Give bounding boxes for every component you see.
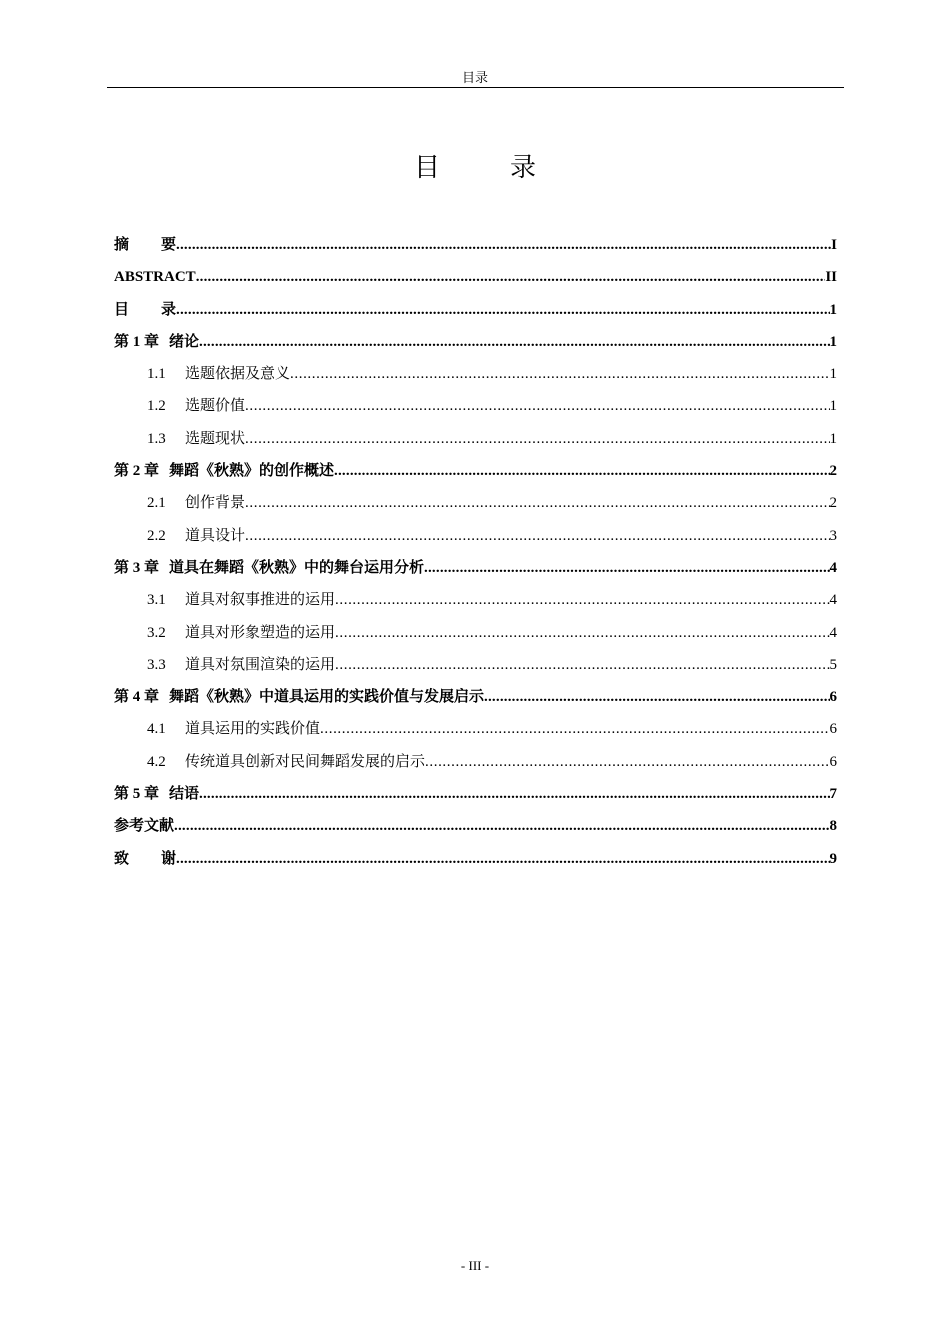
toc-entry[interactable] bbox=[114, 491, 837, 523]
page-number: - III - bbox=[460, 1258, 490, 1273]
toc-entry-number: 2.2 bbox=[147, 527, 166, 544]
toc-entry[interactable] bbox=[114, 653, 837, 685]
toc-entry-label-text: 要 bbox=[161, 237, 177, 253]
toc-entry[interactable] bbox=[114, 717, 837, 749]
toc-entry-label-text: 道具对氛围渲染的运用 bbox=[185, 656, 336, 673]
toc-entry[interactable] bbox=[114, 298, 837, 330]
toc-dot-leader bbox=[176, 298, 829, 322]
toc-entry-label-text: 传统道具创新对民间舞蹈发展的启示 bbox=[185, 753, 426, 770]
toc-entry[interactable] bbox=[114, 621, 837, 653]
toc-entry-label-text: 创作背景 bbox=[185, 495, 246, 512]
toc-entry-number: 第 1 章 bbox=[114, 333, 160, 350]
toc-entry-label bbox=[185, 588, 335, 612]
toc-entry-label-text: 摘 bbox=[114, 237, 162, 253]
toc-entry-label bbox=[185, 653, 335, 677]
toc-dot-leader bbox=[335, 588, 829, 612]
toc-entry-label-text: 谢 bbox=[161, 850, 177, 867]
toc-entry-page: 2 bbox=[829, 463, 837, 480]
toc-dot-leader bbox=[320, 717, 829, 741]
toc-entry-page: 4 bbox=[829, 592, 837, 609]
toc-entry[interactable] bbox=[114, 265, 837, 297]
toc-entry-number: 第 5 章 bbox=[114, 786, 160, 803]
toc-entry-label-text: 道具运用的实践价值 bbox=[185, 721, 321, 738]
toc-entry-page: 8 bbox=[829, 818, 837, 835]
toc-dot-leader bbox=[335, 621, 829, 645]
toc-dot-leader bbox=[425, 750, 829, 774]
toc-dot-leader bbox=[424, 556, 829, 580]
toc-entry[interactable] bbox=[114, 362, 837, 394]
toc-entry-label bbox=[114, 847, 176, 871]
toc-entry-label bbox=[185, 491, 245, 515]
toc-entry-label bbox=[185, 524, 245, 548]
toc-entry-label-text: 录 bbox=[161, 301, 177, 318]
toc-entry-page: 4 bbox=[829, 624, 837, 641]
toc-entry-label bbox=[169, 782, 199, 806]
toc-dot-leader bbox=[199, 330, 829, 354]
toc-dot-leader bbox=[245, 491, 829, 515]
toc-entry-page: 1 bbox=[829, 333, 837, 350]
toc-entry-label bbox=[185, 750, 425, 774]
header-rule bbox=[107, 87, 844, 88]
toc-dot-leader bbox=[176, 847, 829, 871]
toc-entry[interactable] bbox=[114, 233, 837, 265]
toc-entry-label-text: 道具在舞蹈《秋熟》中的舞台运用分析 bbox=[169, 559, 425, 576]
toc-entry-page: 6 bbox=[829, 753, 837, 770]
toc-entry[interactable] bbox=[114, 782, 837, 814]
toc-entry[interactable] bbox=[114, 588, 837, 620]
toc-entry-page: 3 bbox=[829, 527, 837, 544]
toc-entry-page: 7 bbox=[829, 786, 837, 803]
toc-entry-page: 2 bbox=[829, 495, 837, 512]
toc-entry-label-text: 致 bbox=[114, 850, 162, 867]
toc-dot-leader bbox=[174, 814, 829, 838]
toc-title: 目 录 bbox=[413, 153, 558, 183]
toc-entry-label-text: 舞蹈《秋熟》的创作概述 bbox=[169, 463, 335, 480]
toc-entry-label-text: 道具设计 bbox=[185, 527, 246, 544]
toc-entry-label-text: 选题依据及意义 bbox=[185, 366, 291, 383]
toc-entry-page: 1 bbox=[829, 366, 837, 383]
toc-entry-label-text: 选题现状 bbox=[185, 430, 246, 447]
toc-entry-page: 1 bbox=[829, 398, 837, 415]
toc-entry[interactable] bbox=[114, 394, 837, 426]
toc-entry-number: 3.1 bbox=[147, 592, 166, 609]
toc-entry-number: 3.2 bbox=[147, 624, 166, 641]
toc-entry[interactable] bbox=[114, 685, 837, 717]
toc-dot-leader bbox=[335, 653, 829, 677]
toc-entry-number: 4.1 bbox=[147, 721, 166, 738]
toc-entry-number: 第 3 章 bbox=[114, 559, 160, 576]
toc-entry-label-text: 舞蹈《秋熟》中道具运用的实践价值与发展启示 bbox=[169, 689, 485, 706]
toc-entry-label-text: 绪论 bbox=[169, 333, 200, 350]
toc-entry[interactable] bbox=[114, 814, 837, 846]
toc-dot-leader bbox=[245, 524, 829, 548]
toc-entry-page: 5 bbox=[829, 656, 837, 673]
toc-entry-label bbox=[185, 717, 320, 741]
toc-entry[interactable] bbox=[114, 847, 837, 879]
toc-entry[interactable] bbox=[114, 750, 837, 782]
toc-entry-page: II bbox=[825, 269, 837, 286]
toc-entry-label bbox=[169, 459, 334, 483]
toc-entry-label-text: 道具对叙事推进的运用 bbox=[185, 592, 336, 609]
toc-entry-page: 1 bbox=[829, 430, 837, 447]
toc-entry-label-text: 结语 bbox=[169, 786, 200, 803]
toc-entry-number: 1.2 bbox=[147, 398, 166, 415]
toc-entry-label-text: 道具对形象塑造的运用 bbox=[185, 624, 336, 641]
toc-entry-label-text: ABSTRACT bbox=[114, 269, 196, 286]
toc-dot-leader bbox=[484, 685, 829, 709]
toc-list bbox=[114, 233, 837, 879]
toc-dot-leader bbox=[196, 265, 826, 289]
toc-entry-label-text: 参考文献 bbox=[114, 818, 175, 835]
toc-entry-label-text: 目 bbox=[114, 301, 162, 318]
toc-entry[interactable] bbox=[114, 459, 837, 491]
toc-entry-number: 1.1 bbox=[147, 366, 166, 383]
running-header: 目录 bbox=[461, 70, 488, 85]
toc-entry-label bbox=[169, 330, 199, 354]
toc-entry-label bbox=[114, 814, 174, 838]
toc-dot-leader bbox=[334, 459, 829, 483]
toc-entry-label bbox=[169, 685, 484, 709]
toc-entry[interactable] bbox=[114, 556, 837, 588]
toc-dot-leader bbox=[290, 362, 829, 386]
toc-entry-page: 4 bbox=[829, 559, 837, 576]
toc-entry-page: 1 bbox=[829, 301, 837, 318]
toc-dot-leader bbox=[245, 427, 829, 451]
toc-entry-number: 2.1 bbox=[147, 495, 166, 512]
toc-entry[interactable] bbox=[114, 330, 837, 362]
toc-entry[interactable] bbox=[114, 427, 837, 459]
toc-entry-label bbox=[185, 621, 335, 645]
toc-entry-number: 第 4 章 bbox=[114, 689, 160, 706]
toc-entry-label bbox=[114, 233, 176, 257]
toc-entry-page: I bbox=[831, 237, 837, 253]
toc-entry[interactable] bbox=[114, 524, 837, 556]
toc-entry-page: 6 bbox=[829, 721, 837, 738]
toc-dot-leader bbox=[176, 233, 831, 257]
toc-entry-number: 4.2 bbox=[147, 753, 166, 770]
toc-entry-label bbox=[185, 362, 290, 386]
toc-entry-page: 9 bbox=[829, 850, 837, 867]
toc-entry-label bbox=[185, 427, 245, 451]
toc-entry-label bbox=[185, 394, 245, 418]
toc-entry-label bbox=[169, 556, 424, 580]
toc-entry-label bbox=[114, 265, 196, 289]
toc-entry-number: 3.3 bbox=[147, 656, 166, 673]
toc-entry-label-text: 选题价值 bbox=[185, 398, 246, 415]
toc-entry-number: 第 2 章 bbox=[114, 463, 160, 480]
toc-entry-page: 6 bbox=[829, 689, 837, 706]
toc-dot-leader bbox=[199, 782, 829, 806]
toc-entry-label bbox=[114, 298, 176, 322]
toc-dot-leader bbox=[245, 394, 829, 418]
toc-entry-number: 1.3 bbox=[147, 430, 166, 447]
